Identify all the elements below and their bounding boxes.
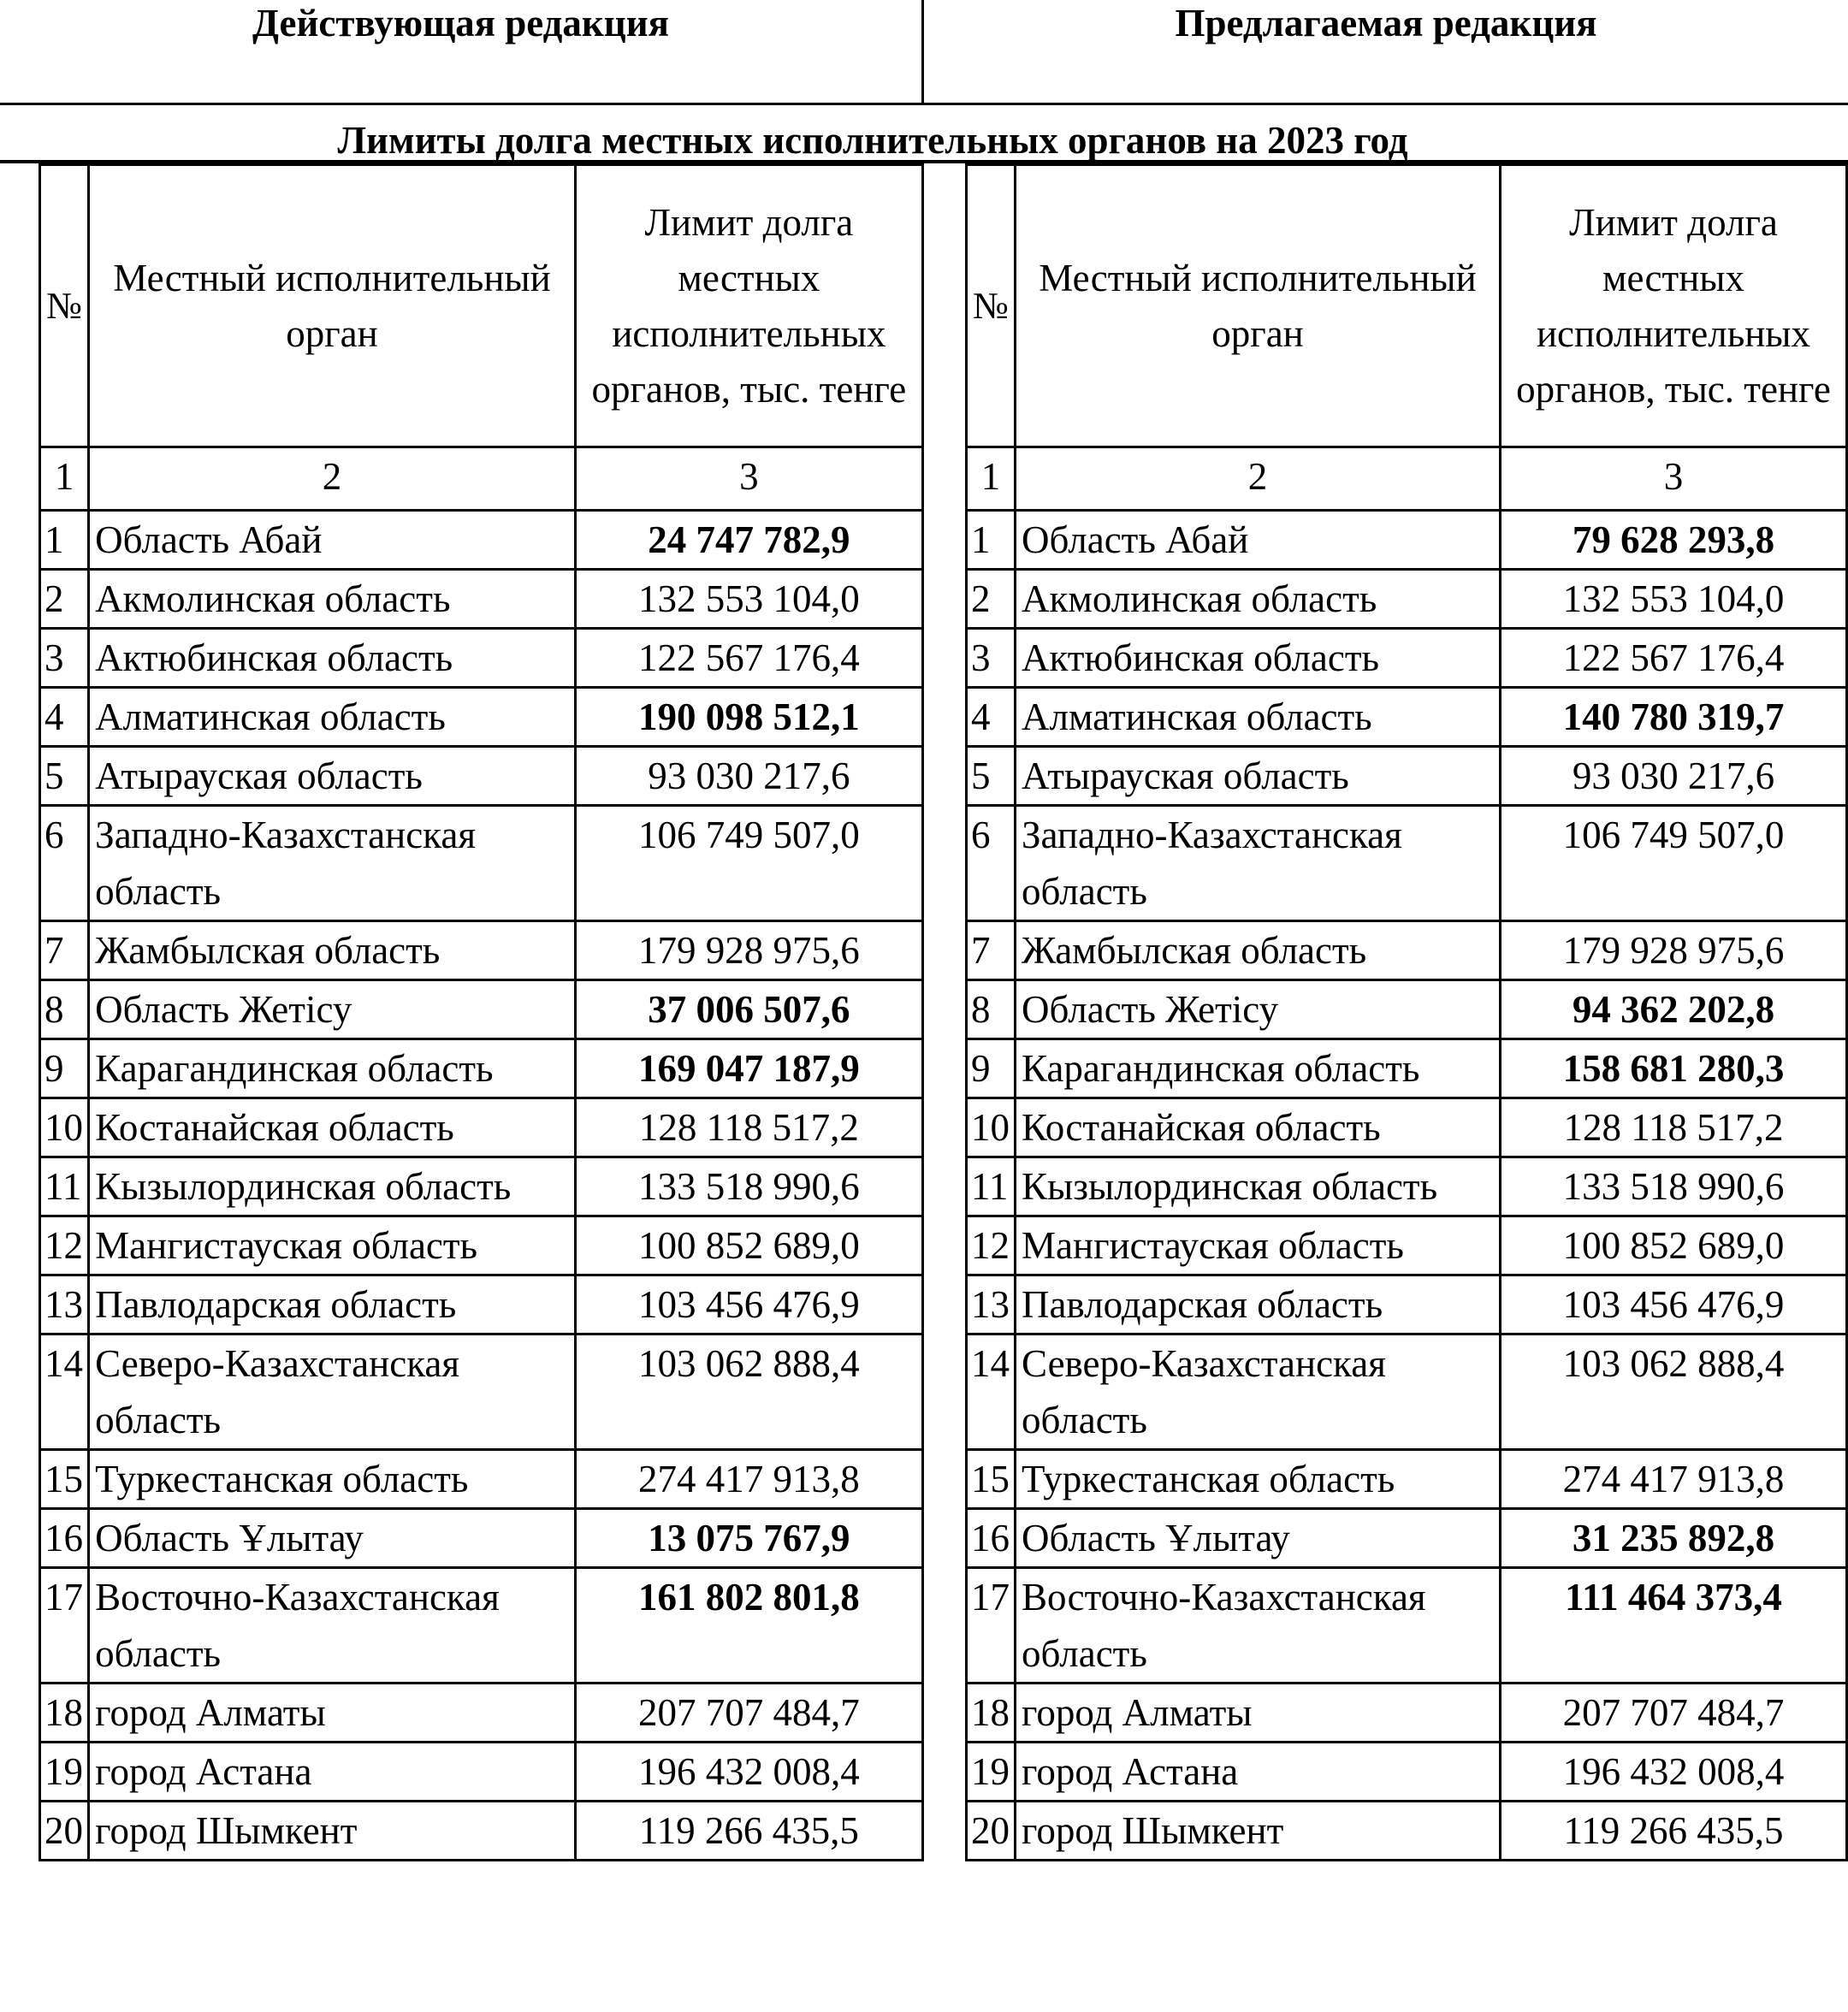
row-body-name: Область Абай [89,511,576,570]
table-row [967,1802,1847,1861]
row-body-name: Актюбинская область [89,629,576,688]
table-row [967,921,1847,980]
row-limit-value: 140 780 319,7 [1501,688,1847,747]
table-row [967,1450,1847,1509]
table-row [40,1568,923,1684]
table-row [967,1334,1847,1450]
row-number: 6 [40,806,89,921]
row-limit-value: 119 266 435,5 [575,1802,922,1861]
row-limit-value: 207 707 484,7 [1501,1684,1847,1743]
row-body-name: Область Ұлытау [1016,1509,1501,1568]
table-row [40,1802,923,1861]
row-limit-value: 94 362 202,8 [1501,980,1847,1039]
row-body-name: Мангистауская область [89,1216,576,1275]
table-row [40,1743,923,1802]
row-limit-value: 93 030 217,6 [575,747,922,806]
row-limit-value: 79 628 293,8 [1501,511,1847,570]
row-limit-value: 169 047 187,9 [575,1039,922,1098]
table-row [40,806,923,921]
row-number: 10 [40,1098,89,1157]
row-number: 1 [40,511,89,570]
table-row [967,1568,1847,1684]
row-number: 7 [967,921,1016,980]
row-number: 9 [40,1039,89,1098]
row-number: 4 [40,688,89,747]
row-limit-value: 161 802 801,8 [575,1568,922,1684]
row-number: 5 [967,747,1016,806]
row-number: 20 [967,1802,1016,1861]
row-number: 3 [40,629,89,688]
row-number: 9 [967,1039,1016,1098]
table-row [40,747,923,806]
row-number: 18 [40,1684,89,1743]
row-limit-value: 196 432 008,4 [1501,1743,1847,1802]
col-index: 1 [967,447,1016,511]
proposed-edition-header: Предлагаемая редакция [924,0,1848,105]
table-row [967,806,1847,921]
row-limit-value: 128 118 517,2 [1501,1098,1847,1157]
row-body-name: Мангистауская область [1016,1216,1501,1275]
row-limit-value: 274 417 913,8 [1501,1450,1847,1509]
row-body-name: Восточно-Казахстанская область [1016,1568,1501,1684]
row-limit-value: 132 553 104,0 [575,570,922,629]
row-number: 14 [40,1334,89,1450]
row-limit-value: 179 928 975,6 [575,921,922,980]
row-body-name: Карагандинская область [1016,1039,1501,1098]
row-limit-value: 122 567 176,4 [1501,629,1847,688]
col-header-limit: Лимит долга местных исполнительных органов, тыс. тенге [1501,165,1847,447]
row-limit-value: 133 518 990,6 [1501,1157,1847,1216]
col-index: 2 [89,447,576,511]
table-row [967,570,1847,629]
row-body-name: Костанайская область [1016,1098,1501,1157]
row-number: 16 [40,1509,89,1568]
row-limit-value: 106 749 507,0 [1501,806,1847,921]
table-row [967,1684,1847,1743]
row-body-name: Северо-Казахстанская область [89,1334,576,1450]
row-body-name: город Астана [89,1743,576,1802]
table-row [967,1509,1847,1568]
table-row [967,629,1847,688]
current-limits-table [38,163,924,1861]
table-row [40,688,923,747]
row-number: 19 [967,1743,1016,1802]
row-body-name: Северо-Казахстанская область [1016,1334,1501,1450]
table-row [40,1334,923,1450]
table-row [40,511,923,570]
col-index: 3 [1501,447,1847,511]
table-row [967,511,1847,570]
table-row [40,1039,923,1098]
row-limit-value: 13 075 767,9 [575,1509,922,1568]
row-limit-value: 207 707 484,7 [575,1684,922,1743]
row-number: 3 [967,629,1016,688]
col-index: 3 [575,447,922,511]
row-body-name: Область Жетісу [1016,980,1501,1039]
row-number: 14 [967,1334,1016,1450]
row-body-name: Область Жетісу [89,980,576,1039]
row-body-name: город Астана [1016,1743,1501,1802]
col-header-body: Местный исполнительный орган [89,165,576,447]
row-number: 2 [40,570,89,629]
table-row [967,1157,1847,1216]
table-row [40,1684,923,1743]
row-body-name: Акмолинская область [1016,570,1501,629]
row-limit-value: 122 567 176,4 [575,629,922,688]
row-body-name: Атырауская область [1016,747,1501,806]
row-limit-value: 103 062 888,4 [575,1334,922,1450]
row-limit-value: 128 118 517,2 [575,1098,922,1157]
table-row [967,688,1847,747]
row-body-name: Туркестанская область [89,1450,576,1509]
row-limit-value: 274 417 913,8 [575,1450,922,1509]
row-limit-value: 103 062 888,4 [1501,1334,1847,1450]
row-body-name: город Алматы [89,1684,576,1743]
row-body-name: город Алматы [1016,1684,1501,1743]
col-index: 1 [40,447,89,511]
row-limit-value: 111 464 373,4 [1501,1568,1847,1684]
table-row [967,1098,1847,1157]
table-row [40,921,923,980]
row-number: 11 [40,1157,89,1216]
table-row [40,1275,923,1334]
row-body-name: Кызылординская область [89,1157,576,1216]
row-body-name: Восточно-Казахстанская область [89,1568,576,1684]
row-number: 7 [40,921,89,980]
table-title: Лимиты долга местных исполнительных органов на 2023 год [0,107,1848,163]
table-row [40,570,923,629]
row-number: 18 [967,1684,1016,1743]
row-body-name: Акмолинская область [89,570,576,629]
row-number: 1 [967,511,1016,570]
row-limit-value: 190 098 512,1 [575,688,922,747]
row-body-name: Павлодарская область [1016,1275,1501,1334]
row-number: 20 [40,1802,89,1861]
current-edition-header: Действующая редакция [0,0,924,105]
row-limit-value: 132 553 104,0 [1501,570,1847,629]
row-body-name: Алматинская область [89,688,576,747]
row-limit-value: 100 852 689,0 [575,1216,922,1275]
row-number: 17 [967,1568,1016,1684]
row-body-name: Область Ұлытау [89,1509,576,1568]
table-row [40,629,923,688]
row-number: 4 [967,688,1016,747]
row-body-name: Кызылординская область [1016,1157,1501,1216]
row-body-name: Жамбылская область [89,921,576,980]
row-body-name: Актюбинская область [1016,629,1501,688]
table-row [40,1216,923,1275]
row-body-name: город Шымкент [89,1802,576,1861]
table-row [967,1743,1847,1802]
row-number: 15 [40,1450,89,1509]
row-limit-value: 100 852 689,0 [1501,1216,1847,1275]
row-body-name: Жамбылская область [1016,921,1501,980]
row-number: 13 [967,1275,1016,1334]
row-number: 12 [967,1216,1016,1275]
row-limit-value: 93 030 217,6 [1501,747,1847,806]
row-body-name: Карагандинская область [89,1039,576,1098]
row-number: 8 [40,980,89,1039]
row-number: 16 [967,1509,1016,1568]
table-row [40,1098,923,1157]
row-number: 8 [967,980,1016,1039]
col-header-no: № [40,165,89,447]
row-body-name: Алматинская область [1016,688,1501,747]
row-limit-value: 103 456 476,9 [575,1275,922,1334]
col-index: 2 [1016,447,1501,511]
row-limit-value: 133 518 990,6 [575,1157,922,1216]
table-row [967,1039,1847,1098]
row-body-name: Область Абай [1016,511,1501,570]
table-row [40,980,923,1039]
col-header-no: № [967,165,1016,447]
row-limit-value: 179 928 975,6 [1501,921,1847,980]
row-number: 13 [40,1275,89,1334]
row-number: 2 [967,570,1016,629]
row-limit-value: 106 749 507,0 [575,806,922,921]
table-row [40,1509,923,1568]
row-body-name: Атырауская область [89,747,576,806]
row-body-name: город Шымкент [1016,1802,1501,1861]
row-number: 15 [967,1450,1016,1509]
row-limit-value: 119 266 435,5 [1501,1802,1847,1861]
row-body-name: Западно-Казахстанская область [1016,806,1501,921]
col-header-body: Местный исполнительный орган [1016,165,1501,447]
row-number: 5 [40,747,89,806]
col-header-limit: Лимит долга местных исполнительных органов, тыс. тенге [575,165,922,447]
row-number: 11 [967,1157,1016,1216]
table-row [40,1157,923,1216]
table-row [967,1216,1847,1275]
table-row [40,1450,923,1509]
row-limit-value: 37 006 507,6 [575,980,922,1039]
row-body-name: Туркестанская область [1016,1450,1501,1509]
row-number: 10 [967,1098,1016,1157]
table-row [967,747,1847,806]
row-limit-value: 196 432 008,4 [575,1743,922,1802]
row-limit-value: 158 681 280,3 [1501,1039,1847,1098]
row-limit-value: 103 456 476,9 [1501,1275,1847,1334]
row-body-name: Западно-Казахстанская область [89,806,576,921]
row-limit-value: 31 235 892,8 [1501,1509,1847,1568]
proposed-limits-table [965,163,1848,1861]
table-row [967,1275,1847,1334]
row-number: 17 [40,1568,89,1684]
row-body-name: Павлодарская область [89,1275,576,1334]
row-body-name: Костанайская область [89,1098,576,1157]
row-number: 6 [967,806,1016,921]
row-number: 19 [40,1743,89,1802]
row-limit-value: 24 747 782,9 [575,511,922,570]
row-number: 12 [40,1216,89,1275]
table-row [967,980,1847,1039]
